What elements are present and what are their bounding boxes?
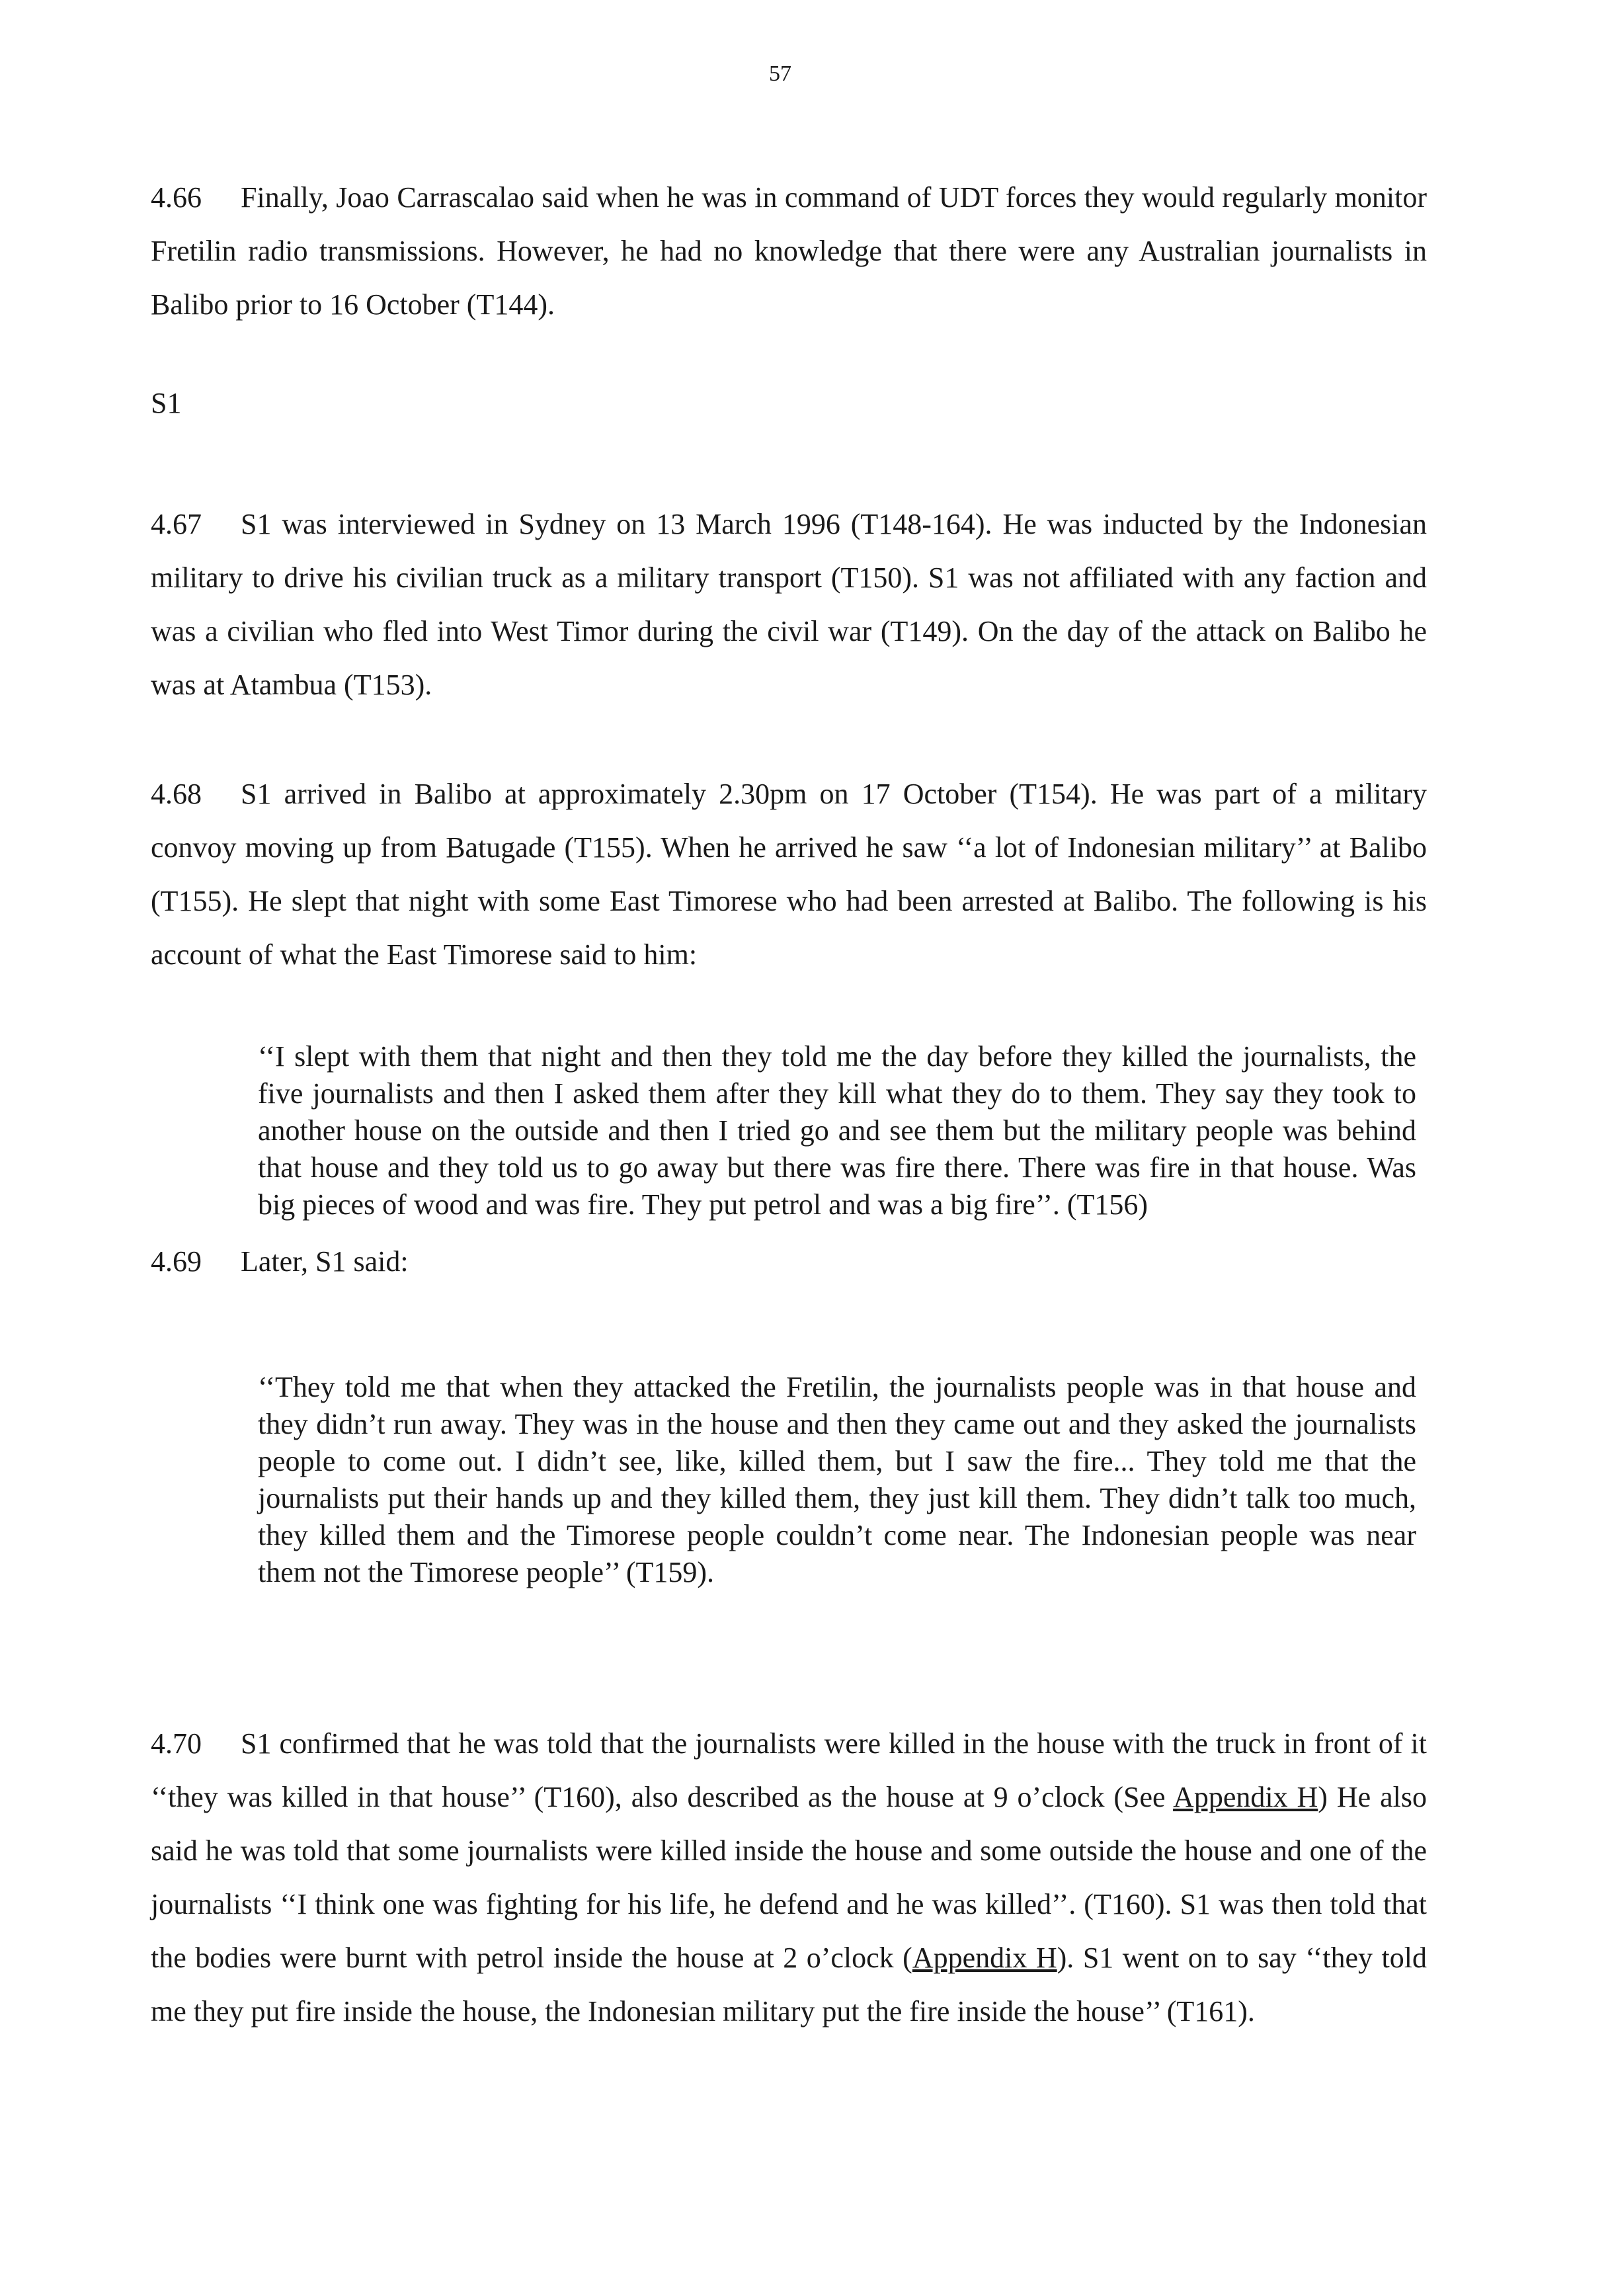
paragraph-text-part2: ) He also said he was told that some journalists were killed inside the house and some outside the house and one of the journalists ‘‘I think one was fighting for his life, he defend and he was killed’’. (T160). S1 was then told that the bodies were burnt with petrol inside the house at 2 o’clock ( xyxy=(151,1781,1427,1974)
paragraph-number: 4.66 xyxy=(151,181,202,214)
paragraph-text: S1 arrived in Balibo at approximately 2.30pm on 17 October (T154). He was part of a military convoy moving up from Batugade (T155). When he arrived he saw ‘‘a lot of Indonesian military’’ at Balibo (T155). He slept that night with some East Timorese who had been arrested at Balibo. The following is his account of what the East Timorese said to him: xyxy=(151,778,1427,971)
section-heading-s1: S1 xyxy=(151,387,182,419)
paragraph-text: Later, S1 said: xyxy=(241,1245,409,1278)
paragraph-number: 4.69 xyxy=(151,1245,202,1278)
paragraph-text: Finally, Joao Carrascalao said when he was in command of UDT forces they would regularly monitor Fretilin radio transmissions. However, he had no knowledge that there were any Australian journalists in Balibo prior to 16 October (T144). xyxy=(151,181,1427,321)
paragraph-4-70 xyxy=(151,1717,1427,2038)
block-quote-1: ‘‘I slept with them that night and then they told me the day before they killed the journalists, the five journalists and then I asked them after they kill what they do to them. They say they took to another house on the outside and then I tried go and see them but the military people was behind that house and they told us to go away but there was fire there. There was fire in that house. Was big pieces of wood and was fire. They put petrol and was a big fire’’. (T156) xyxy=(258,1040,1416,1221)
paragraph-number: 4.67 xyxy=(151,508,202,540)
paragraph-4-67 xyxy=(151,497,1427,712)
paragraph-4-68 xyxy=(151,767,1427,981)
paragraph-4-66 xyxy=(151,171,1427,331)
paragraph-number: 4.70 xyxy=(151,1727,202,1760)
paragraph-4-69 xyxy=(151,1242,409,1282)
paragraph-number: 4.68 xyxy=(151,778,202,810)
block-quote-2: ‘‘They told me that when they attacked the Fretilin, the journalists people was in that house and they didn’t run away. They was in the house and then they came out and they asked the journalists people to come out. I didn’t see, like, killed them, but I saw the fire... They told me that the journalists put their hands up and they killed them, they just kill them. They didn’t talk too much, they killed them and the Timorese people couldn’t come near. The Indonesian people was near them not the Timorese people’’ (T159). xyxy=(258,1371,1416,1588)
appendix-h-link[interactable]: Appendix H xyxy=(1173,1781,1318,1813)
paragraph-text: S1 was interviewed in Sydney on 13 March 1996 (T148-164). He was inducted by the Indonesian military to drive his civilian truck as a military transport (T150). S1 was not affiliated with any faction and was a civilian who fled into West Timor during the civil war (T149). On the day of the attack on Balibo he was at Atambua (T153). xyxy=(151,508,1427,701)
paragraph-text-part3: ). S1 went on to say ‘‘they told me they put fire inside the house, the Indonesian military put the fire inside the house’’ (T161). xyxy=(151,1942,1427,2028)
paragraph-text-part1: S1 confirmed that he was told that the journalists were killed in the house with the truck in front of it ‘‘they was killed in that house’’ (T160), also described as the house at 9 o’clock (See xyxy=(151,1727,1427,1813)
appendix-h-link-2[interactable]: Appendix H xyxy=(912,1942,1057,1974)
page-number: 57 xyxy=(769,62,791,86)
